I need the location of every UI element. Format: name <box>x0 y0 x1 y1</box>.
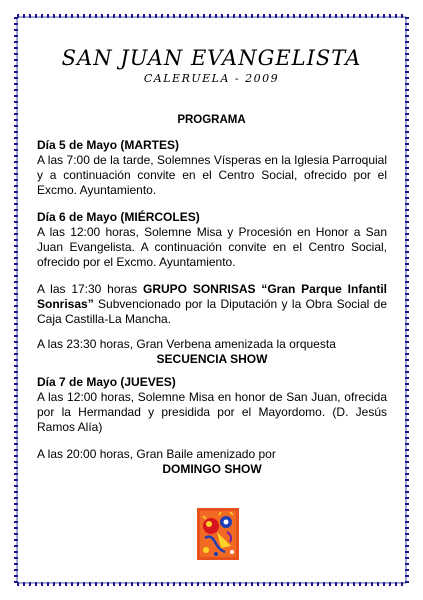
event-name-bold: GRUPO SONRISAS “Gran Parque Infantil Sonrisas” <box>37 282 387 311</box>
event-time-text: A las 17:30 horas <box>37 282 144 296</box>
day-3-band-name: DOMINGO SHOW <box>162 462 262 476</box>
page-title: SAN JUAN EVANGELISTA <box>61 46 362 70</box>
day-3-event-baile: A las 20:00 horas, Gran Baile amenizado por <box>37 447 276 461</box>
day-2-description: A las 12:00 horas, Solemne Misa y Procesión en Honor a San Juan Evangelista. A continuación convite en el Centro Social, ofrecido por el Excmo. Ayuntamiento. <box>37 225 387 269</box>
program-content <box>37 138 387 477</box>
day-3-description: A las 12:00 horas, Solemne Misa en honor de San Juan, ofrecida por la Hermandad y presidida por el Mayordomo. (D. Jesús Ramos Alía) <box>37 390 387 434</box>
day-1-description: A las 7:00 de la tarde, Solemnes Vísperas en la Iglesia Parroquial y a continuación convite en el Centro Social, ofrecido por el Excmo. Ayuntamiento. <box>37 153 387 197</box>
section-heading: PROGRAMA <box>177 114 246 126</box>
day-heading-1: Día 5 de Mayo (MARTES) <box>37 138 180 152</box>
festival-confetti-icon <box>197 508 239 560</box>
day-heading-3: Día 7 de Mayo (JUEVES) <box>37 375 176 389</box>
day-heading-2: Día 6 de Mayo (MIÉRCOLES) <box>37 210 200 224</box>
day-2-event-verbena: A las 23:30 horas, Gran Verbena amenizada la orquesta <box>37 337 336 351</box>
event-description: Subvencionado por la Diputación y la Obra Social de Caja Castilla-La Mancha. <box>37 297 387 326</box>
day-2-band-name: SECUENCIA SHOW <box>156 352 268 366</box>
page-subtitle: CALERUELA - 2009 <box>143 72 280 85</box>
day-2-event-grupo-sonrisas <box>37 282 387 327</box>
